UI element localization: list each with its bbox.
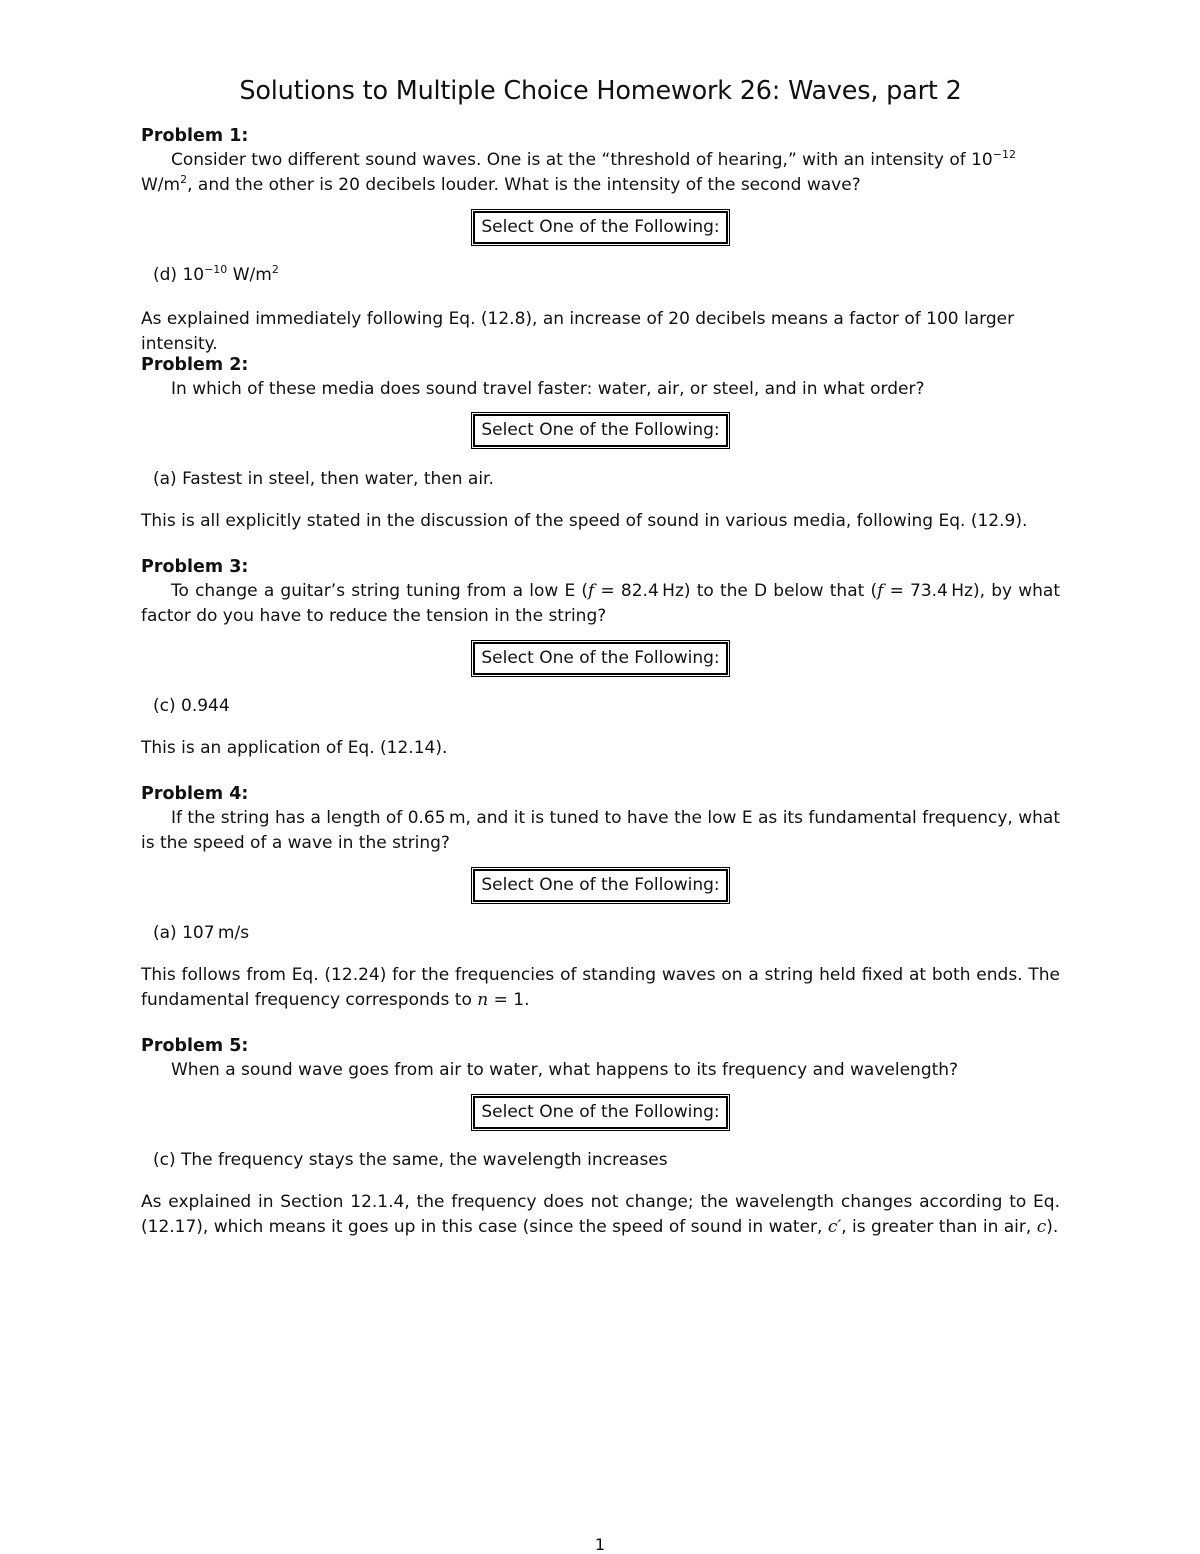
problem-question: In which of these media does sound travel faster: water, air, or steel, and in what order? bbox=[171, 379, 925, 399]
explanation-text: = 1. bbox=[488, 989, 530, 1010]
problem-heading: Problem 3: bbox=[141, 557, 249, 577]
select-box-wrap bbox=[141, 642, 1060, 675]
answer: (a) 107 m/s bbox=[153, 923, 250, 943]
problem-2 bbox=[141, 353, 1060, 402]
problem-heading: Problem 1: bbox=[141, 126, 249, 146]
frequency-symbol: f bbox=[877, 581, 884, 601]
select-one-box: Select One of the Following: bbox=[473, 642, 727, 675]
n-symbol: n bbox=[477, 989, 489, 1010]
select-box-wrap bbox=[141, 211, 1060, 244]
explanation bbox=[141, 963, 1060, 1012]
frequency-symbol: f bbox=[588, 581, 595, 601]
unit-text: W/m bbox=[227, 265, 272, 285]
select-box-wrap bbox=[141, 414, 1060, 447]
select-one-box: Select One of the Following: bbox=[473, 1096, 727, 1129]
explanation: This is an application of Eq. (12.14). bbox=[141, 738, 448, 758]
problem-heading: Problem 4: bbox=[141, 784, 249, 804]
explanation: This is all explicitly stated in the discussion of the speed of sound in various media, following Eq. (12.9). bbox=[141, 511, 1028, 531]
question-text: = 73.4 Hz), by what factor do you have to reduce the tension in the string? bbox=[141, 581, 1060, 626]
explanation-text: ). bbox=[1046, 1216, 1059, 1237]
explanation: As explained immediately following Eq. (12.8), an increase of 20 decibels means a factor of 100 larger intensity. bbox=[141, 309, 1015, 354]
question-text: To change a guitar’s string tuning from a low E ( bbox=[171, 581, 589, 601]
problem-question: When a sound wave goes from air to water, what happens to its frequency and wavelength? bbox=[171, 1060, 959, 1080]
answer: (a) Fastest in steel, then water, then air. bbox=[153, 469, 494, 489]
select-one-box: Select One of the Following: bbox=[473, 869, 727, 902]
page-number: 1 bbox=[594, 1535, 606, 1554]
problem-4 bbox=[141, 782, 1060, 855]
problem-heading: Problem 5: bbox=[141, 1036, 249, 1056]
question-text: , and the other is 20 decibels louder. What is the intensity of the second wave? bbox=[187, 174, 861, 195]
problem-3 bbox=[141, 555, 1060, 628]
select-box-wrap bbox=[141, 869, 1060, 902]
unit-text: W/m bbox=[141, 150, 1020, 195]
exponent: −12 bbox=[992, 148, 1016, 161]
answer-text: (d) 10 bbox=[153, 265, 205, 285]
select-box-wrap bbox=[141, 1096, 1060, 1129]
explanation-text: As explained in Section 12.1.4, the frequency does not change; the wavelength changes according to Eq. (12.17), which means it goes up in this case (since the speed of sound in water, bbox=[141, 1192, 1060, 1237]
answer bbox=[153, 263, 279, 287]
select-one-box: Select One of the Following: bbox=[473, 211, 727, 244]
exponent: 2 bbox=[271, 263, 279, 276]
problem-5 bbox=[141, 1034, 1060, 1083]
problem-heading: Problem 2: bbox=[141, 355, 249, 375]
c-symbol: c bbox=[1036, 1216, 1047, 1237]
exponent: 2 bbox=[180, 172, 188, 186]
problem-1 bbox=[141, 124, 1060, 197]
problem-question bbox=[141, 579, 1060, 628]
answer: (c) 0.944 bbox=[153, 696, 230, 716]
c-prime-symbol: c′ bbox=[827, 1216, 842, 1237]
answer: (c) The frequency stays the same, the wavelength increases bbox=[153, 1150, 668, 1170]
problem-question: If the string has a length of 0.65 m, and it is tuned to have the low E as its fundamental frequency, what is the speed of a wave in the string? bbox=[141, 808, 1060, 853]
document-title: Solutions to Multiple Choice Homework 26: Waves, part 2 bbox=[239, 76, 962, 106]
select-one-box: Select One of the Following: bbox=[473, 414, 727, 447]
explanation bbox=[141, 1190, 1060, 1239]
explanation-text: This follows from Eq. (12.24) for the frequencies of standing waves on a string held fixed at both ends. The fundamental frequency corresponds to bbox=[141, 965, 1060, 1010]
question-text: Consider two different sound waves. One is at the “threshold of hearing,” with an intensity of 10 bbox=[171, 150, 993, 170]
problem-question bbox=[141, 148, 1060, 197]
explanation-text: , is greater than in air, bbox=[841, 1216, 1037, 1237]
exponent: −10 bbox=[204, 263, 228, 276]
question-text: = 82.4 Hz) to the D below that ( bbox=[594, 581, 878, 601]
